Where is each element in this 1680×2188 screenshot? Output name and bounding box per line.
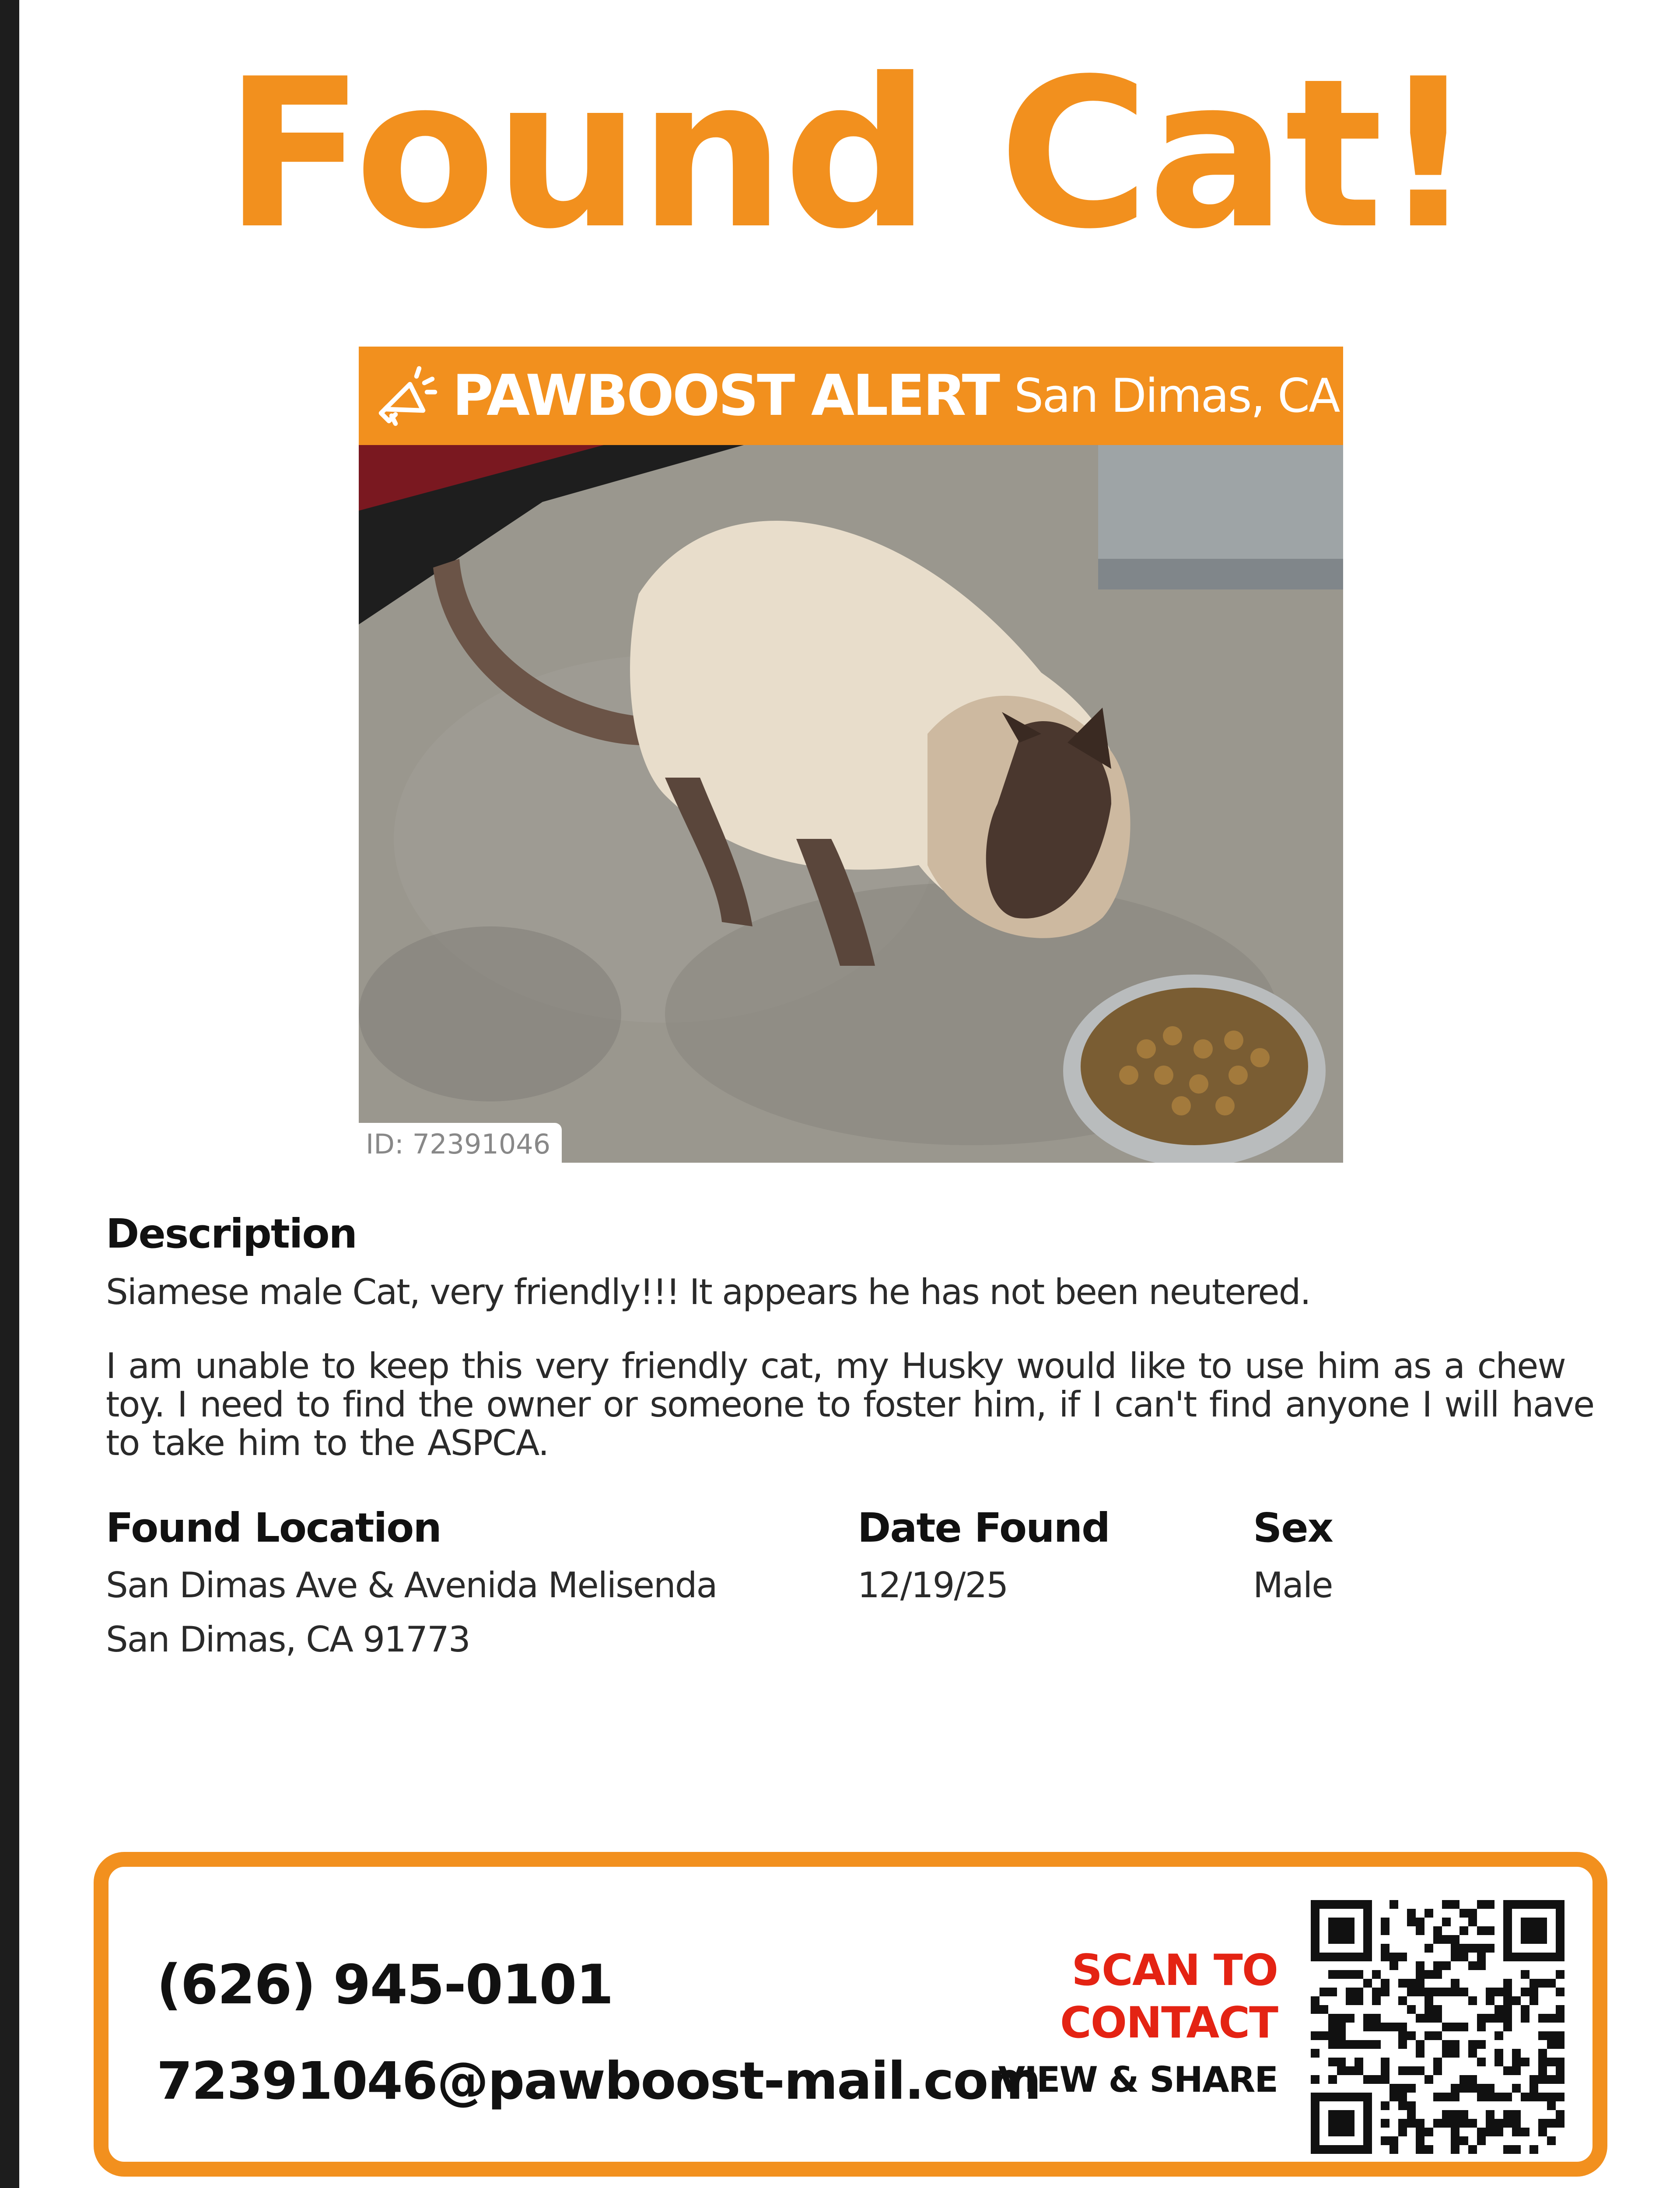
date-found-value: 12/19/25 [858, 1565, 1008, 1606]
contact-email[interactable]: 72391046@pawboost-mail.com [157, 2051, 1041, 2111]
scan-to-label: SCAN TO [1071, 1946, 1278, 1995]
alert-banner [359, 347, 1343, 445]
contact-phone[interactable]: (626) 945-0101 [157, 1953, 613, 2016]
page-title: Found Cat! [224, 35, 1474, 274]
left-edge-bar [0, 0, 19, 2188]
alert-title: PAWBOOST ALERT [452, 363, 998, 428]
photo-id-label: ID: 72391046 [359, 1123, 562, 1163]
found-location-line2: San Dimas, CA 91773 [106, 1619, 470, 1660]
view-share-label: VIEW & SHARE [998, 2059, 1278, 2100]
description-heading: Description [106, 1210, 357, 1257]
sex-heading: Sex [1253, 1504, 1333, 1551]
megaphone-icon [372, 363, 438, 429]
sex-value: Male [1253, 1565, 1333, 1606]
description-line2: I am unable to keep this very friendly cat, my Husky would like to use him as a chew toy. I need to find the owner or someone to foster him, if I can't find anyone I will have to take him to the ASPCA. [106, 1346, 1594, 1463]
qr-code-icon[interactable] [1311, 1900, 1564, 2154]
found-location-heading: Found Location [106, 1504, 441, 1551]
found-location-line1: San Dimas Ave & Avenida Melisenda [106, 1565, 717, 1606]
contact-label: CONTACT [1060, 1998, 1278, 2048]
description-line1: Siamese male Cat, very friendly!!! It appears he has not been neutered. [106, 1272, 1310, 1312]
date-found-heading: Date Found [858, 1504, 1110, 1551]
alert-location: San Dimas, CA [1014, 369, 1339, 423]
contact-box [94, 1852, 1607, 2177]
cat-photo [359, 445, 1343, 1163]
